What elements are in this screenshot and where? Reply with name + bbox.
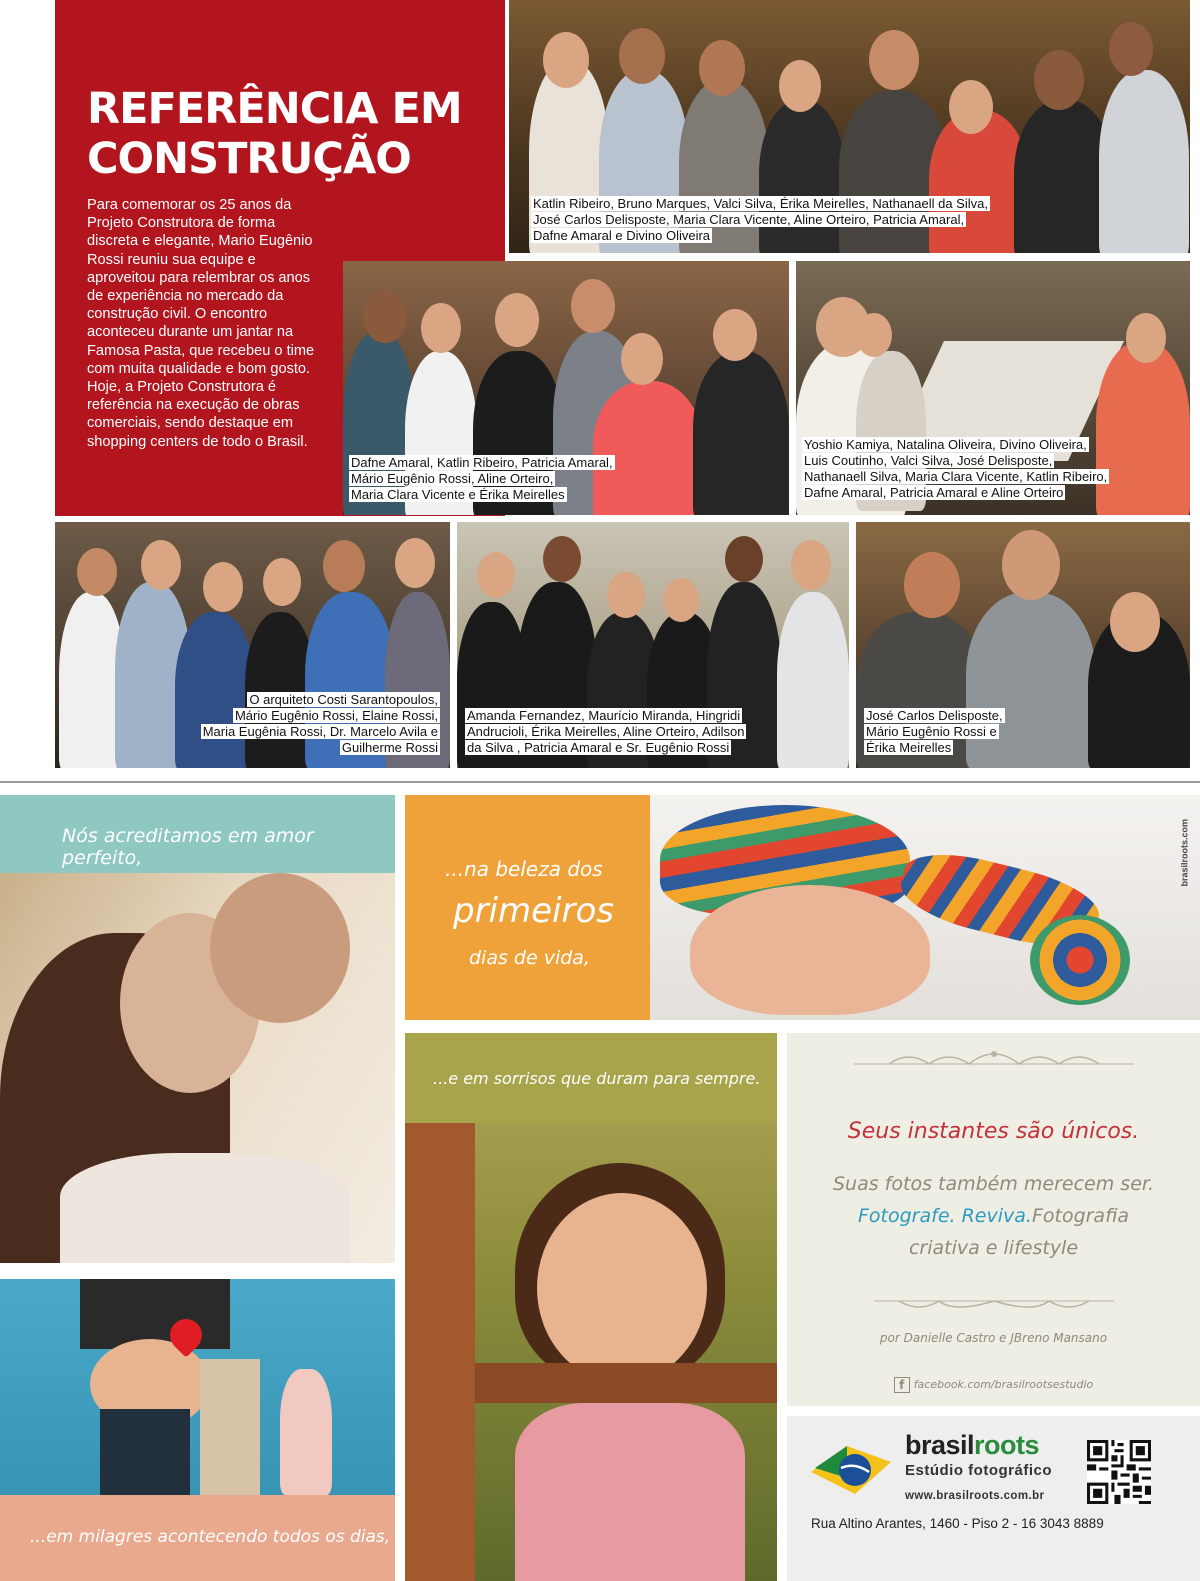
photo-newborn	[650, 795, 1200, 1020]
ad-smiles-text: ...e em sorrisos que duram para sempre.	[433, 1069, 761, 1088]
facebook-icon: f	[894, 1377, 910, 1393]
photo-caption: José Carlos Delisposte, Mário Eugênio Rossi e Érika Meirelles	[866, 708, 1003, 755]
brand-logo-icon	[807, 1438, 895, 1500]
ornament-icon	[849, 1049, 1139, 1069]
photo-group-3	[55, 522, 450, 768]
ad-beauty-panel	[405, 795, 650, 1020]
ad-tagline-1: Suas fotos também merecem ser.	[833, 1173, 1154, 1195]
photo-girl	[405, 1033, 777, 1581]
photo-group-1	[509, 0, 1190, 253]
article-headline	[87, 84, 497, 184]
photo-team	[457, 522, 849, 768]
photo-dinner-table	[796, 261, 1190, 515]
ad-credits: por Danielle Castro e JBreno Mansano	[879, 1331, 1108, 1345]
section-divider	[0, 781, 1200, 783]
ad-brand-box	[787, 1416, 1200, 1581]
ad-tagline-3: criativa e lifestyle	[908, 1237, 1079, 1259]
photo-maternity	[0, 1279, 395, 1495]
photo-caption: Dafne Amaral, Katlin Ribeiro, Patricia Amaral, Mário Eugênio Rossi, Aline Orteiro, Maria Clara Vicente e Érika Meirelles	[351, 455, 613, 502]
ad-smiles-banner	[405, 1033, 777, 1123]
qr-code-icon	[1087, 1440, 1151, 1504]
photo-caption: Yoshio Kamiya, Natalina Oliveira, Divino Oliveira, Luis Coutinho, Valci Silva, José Delisposte, Nathanaell Silva, Maria Clara Vicente, Katlin Ribeiro, Dafne Amaral, Patricia Amaral e Aline Orteiro	[804, 437, 1108, 500]
brand-subtitle: Estúdio fotográfico	[905, 1462, 1052, 1479]
headline-line-1: REFERÊNCIA EM	[87, 84, 462, 134]
ad-site-vertical: brasilroots.com	[1180, 819, 1190, 887]
article-intro: Para comemorar os 25 anos da Projeto Construtora de forma discreta e elegante, Mario Eugênio Rossi reuniu sua equipe e aproveitou para relembrar os anos de experiência no mercado da construção civil. O encontro aconteceu durante um jantar na Famosa Pasta, que recebeu o time com muita qualidade e bom gosto. Hoje, a Projeto Construtora é referência na execução de obras comerciais, sendo destaque em shopping centers de todo o Brasil.	[87, 197, 315, 450]
ad-beauty-line-3: dias de vida,	[469, 947, 590, 969]
ad-tagline-panel	[787, 1033, 1200, 1406]
photo-caption: Katlin Ribeiro, Bruno Marques, Valci Silva, Érika Meirelles, Nathanaell da Silva, José Carlos Delisposte, Maria Clara Vicente, Aline Orteiro, Patricia Amaral, Dafne Amaral e Divino Oliveira	[533, 196, 988, 243]
brand-address: Rua Altino Arantes, 1460 - Piso 2 - 16 3043 8889	[811, 1516, 1104, 1531]
brand-name: brasilroots	[905, 1430, 1040, 1460]
ad-tagline-2: Fotografe. Reviva.Fotografia	[857, 1205, 1129, 1227]
ad-love-text: Nós acreditamos em amor perfeito,	[62, 825, 314, 869]
headline-line-2: CONSTRUÇÃO	[87, 134, 411, 184]
ad-beauty-line-2: primeiros	[453, 891, 614, 931]
ad-facebook: f facebook.com/brasilrootsestudio	[787, 1377, 1200, 1393]
photo-group-2	[343, 261, 789, 515]
ad-miracles-banner	[0, 1495, 395, 1581]
photo-couple	[0, 873, 395, 1263]
photo-trio	[856, 522, 1190, 768]
photo-caption: Amanda Fernandez, Maurício Miranda, Hingridi Andrucioli, Érika Meirelles, Aline Orteiro, Adilson da Silva , Patricia Amaral e Sr. Eugênio Rossi	[467, 708, 745, 755]
brand-website: www.brasilroots.com.br	[905, 1490, 1045, 1502]
ornament-icon	[869, 1293, 1119, 1313]
ad-tagline-main: Seus instantes são únicos.	[847, 1119, 1140, 1144]
ad-beauty-line-1: ...na beleza dos	[445, 857, 603, 881]
ad-miracles-text: ...em milagres acontecendo todos os dias,	[30, 1527, 391, 1547]
ad-love-banner	[0, 795, 395, 873]
photo-caption: O arquiteto Costi Sarantopoulos, Mário Eugênio Rossi, Elaine Rossi, Maria Eugênia Rossi, Dr. Marcelo Avila e Guilherme Rossi	[202, 692, 438, 755]
